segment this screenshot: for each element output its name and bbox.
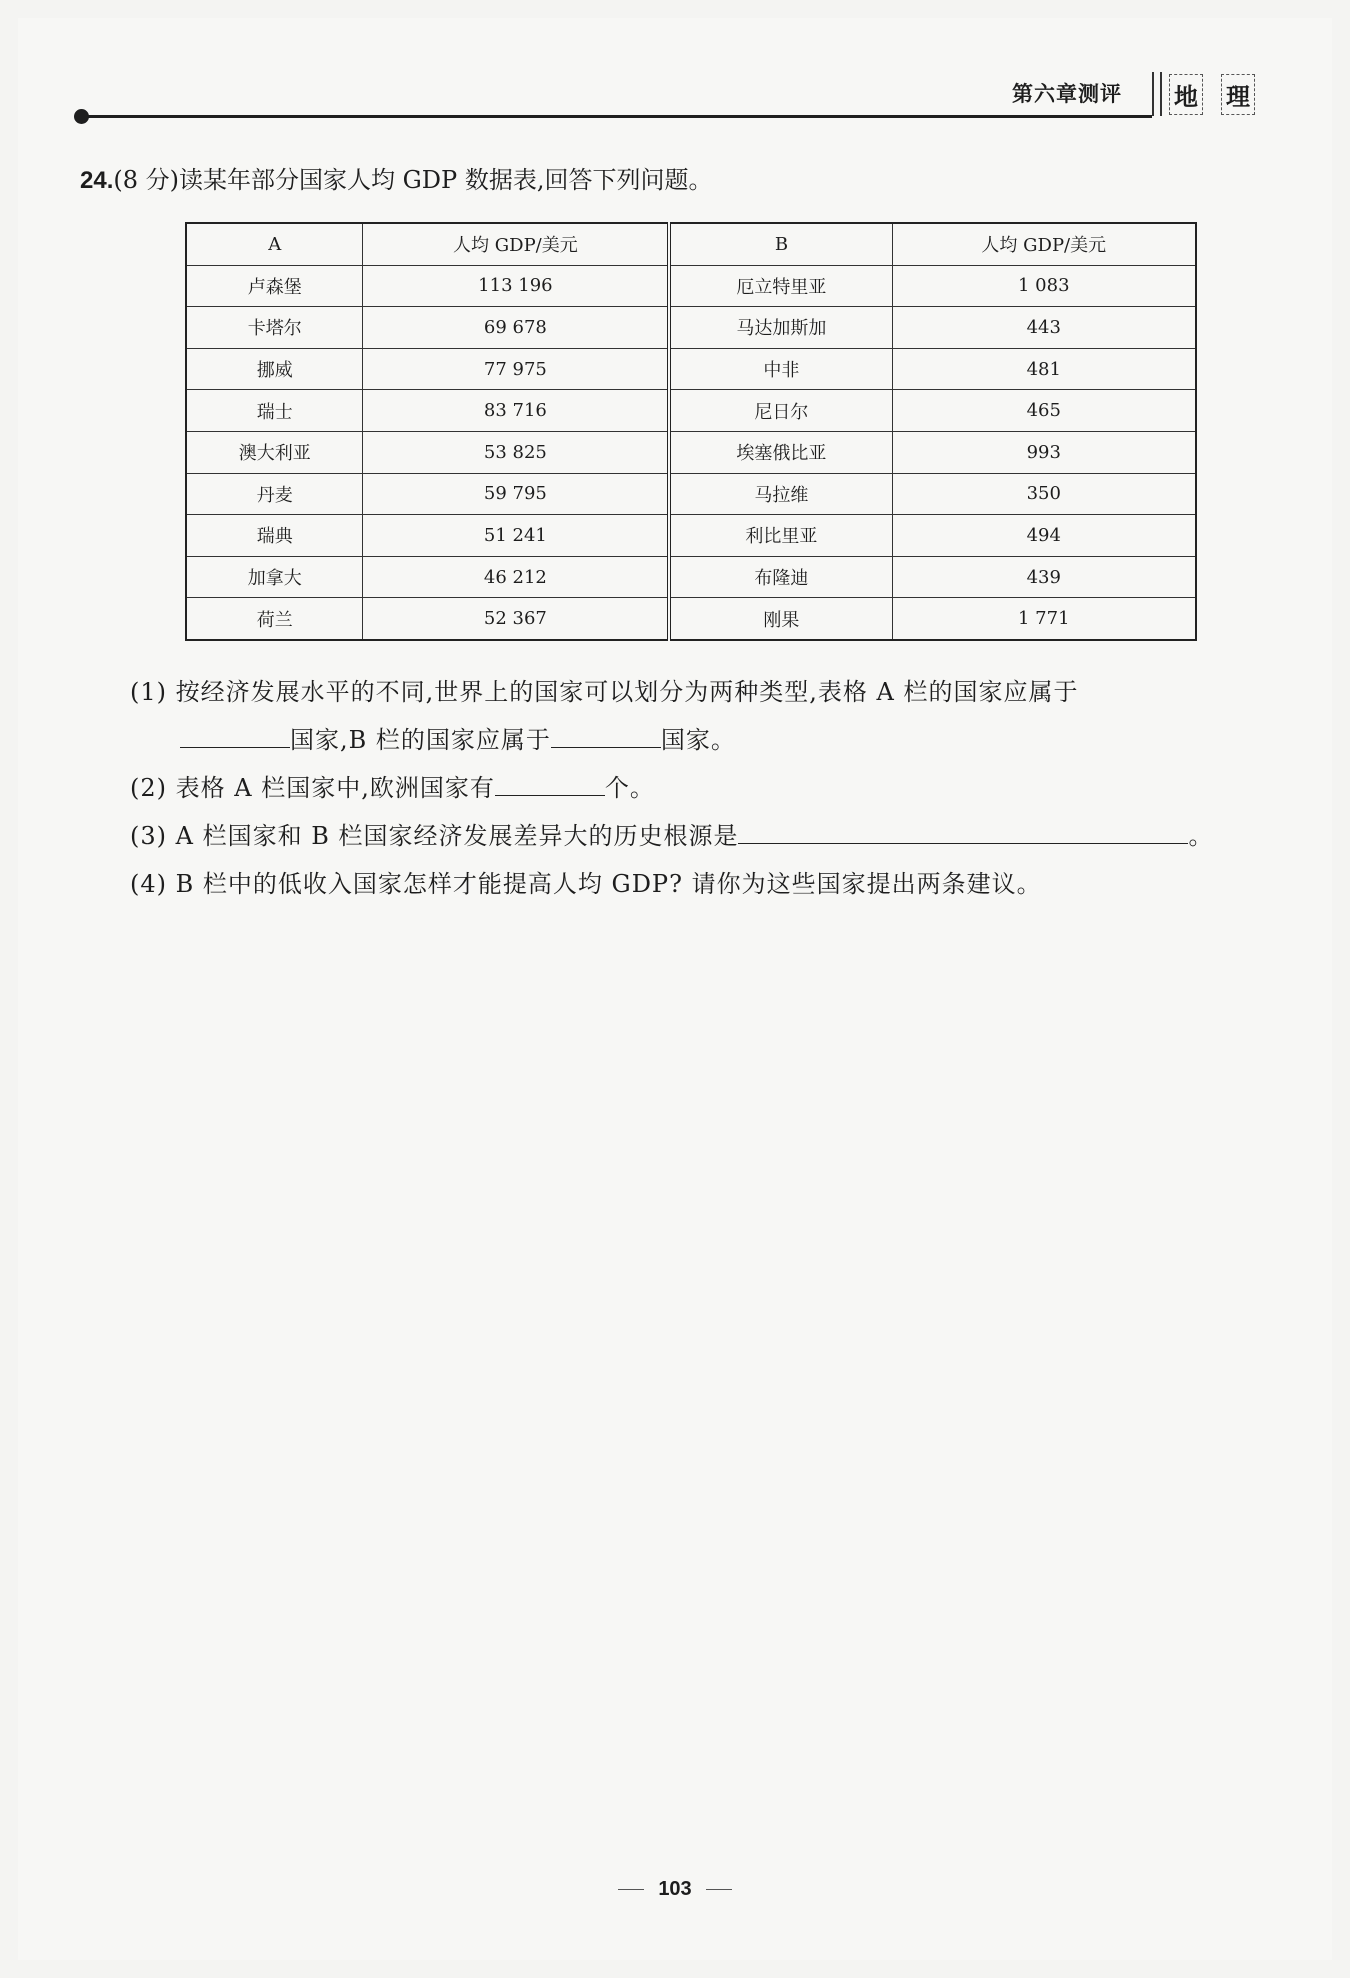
- gdp-value-cell: 350: [892, 473, 1196, 515]
- country-cell: 卡塔尔: [186, 307, 363, 349]
- table-header-cell: 人均 GDP/美元: [892, 223, 1196, 265]
- country-cell: 加拿大: [186, 556, 363, 598]
- table-row: [186, 515, 1196, 557]
- subject-char-1: 地: [1169, 74, 1203, 115]
- table-row: [186, 348, 1196, 390]
- subquestion-2-text-a: (2) 表格 A 栏国家中,欧洲国家有: [130, 774, 495, 802]
- country-cell: 瑞士: [186, 390, 363, 432]
- answer-blank[interactable]: [551, 725, 661, 748]
- gdp-value-cell: 46 212: [363, 556, 669, 598]
- question-number: 24.: [80, 167, 114, 194]
- country-cell: 中非: [669, 348, 892, 390]
- header-rule: [80, 115, 1152, 118]
- table-row: [186, 390, 1196, 432]
- subquestion-3: [130, 816, 1213, 851]
- gdp-table: [185, 222, 1197, 641]
- country-cell: 马拉维: [669, 473, 892, 515]
- footer-dash: [618, 1889, 644, 1890]
- gdp-value-cell: 69 678: [363, 307, 669, 349]
- country-cell: 利比里亚: [669, 515, 892, 557]
- country-cell: 刚果: [669, 598, 892, 640]
- gdp-value-cell: 481: [892, 348, 1196, 390]
- gdp-value-cell: 52 367: [363, 598, 669, 640]
- country-cell: 马达加斯加: [669, 307, 892, 349]
- country-cell: 埃塞俄比亚: [669, 431, 892, 473]
- table-row: [186, 265, 1196, 307]
- gdp-value-cell: 439: [892, 556, 1196, 598]
- table-row: [186, 431, 1196, 473]
- subquestion-1-text-a: 国家,B 栏的国家应属于: [290, 726, 551, 754]
- country-cell: 布隆迪: [669, 556, 892, 598]
- subquestion-2: [130, 768, 655, 803]
- table-header-cell: B: [669, 223, 892, 265]
- table-row: [186, 598, 1196, 640]
- gdp-value-cell: 83 716: [363, 390, 669, 432]
- gdp-value-cell: 113 196: [363, 265, 669, 307]
- footer-dash: [706, 1889, 732, 1890]
- country-cell: 卢森堡: [186, 265, 363, 307]
- chapter-title: 第六章测评: [1012, 82, 1122, 106]
- gdp-value-cell: 1 083: [892, 265, 1196, 307]
- gdp-value-cell: 59 795: [363, 473, 669, 515]
- gdp-value-cell: 443: [892, 307, 1196, 349]
- gdp-value-cell: 1 771: [892, 598, 1196, 640]
- subquestion-3-text-b: 。: [1188, 822, 1214, 850]
- answer-blank[interactable]: [738, 821, 1188, 844]
- subquestion-1-text-b: 国家。: [660, 726, 736, 754]
- question-text: (8 分)读某年部分国家人均 GDP 数据表,回答下列问题。: [113, 166, 713, 194]
- country-cell: 瑞典: [186, 515, 363, 557]
- country-cell: 丹麦: [186, 473, 363, 515]
- subquestion-3-text-a: (3) A 栏国家和 B 栏国家经济发展差异大的历史根源是: [130, 822, 739, 850]
- page-number: 103: [658, 1878, 692, 1900]
- table-row: [186, 556, 1196, 598]
- gdp-value-cell: 494: [892, 515, 1196, 557]
- gdp-value-cell: 993: [892, 431, 1196, 473]
- country-cell: 澳大利亚: [186, 431, 363, 473]
- subquestion-2-text-b: 个。: [604, 774, 655, 802]
- country-cell: 尼日尔: [669, 390, 892, 432]
- subquestion-1-line-1: (1) 按经济发展水平的不同,世界上的国家可以划分为两种类型,表格 A 栏的国家应属于: [130, 678, 1079, 706]
- answer-blank[interactable]: [180, 725, 290, 748]
- gdp-value-cell: 53 825: [363, 431, 669, 473]
- answer-blank[interactable]: [495, 773, 605, 796]
- gdp-value-cell: 77 975: [363, 348, 669, 390]
- subquestion-1-line-2: [180, 720, 736, 755]
- table-header-cell: 人均 GDP/美元: [363, 223, 669, 265]
- country-cell: 厄立特里亚: [669, 265, 892, 307]
- table-row: [186, 473, 1196, 515]
- subject-label: [1160, 72, 1262, 116]
- question-title: [80, 160, 712, 195]
- table-header-cell: A: [186, 223, 363, 265]
- gdp-value-cell: 465: [892, 390, 1196, 432]
- subject-char-2: 理: [1221, 74, 1255, 115]
- table-row: [186, 307, 1196, 349]
- page-footer: [0, 1878, 1350, 1901]
- table-header-row: [186, 223, 1196, 265]
- gdp-value-cell: 51 241: [363, 515, 669, 557]
- country-cell: 荷兰: [186, 598, 363, 640]
- subquestion-4: (4) B 栏中的低收入国家怎样才能提高人均 GDP? 请你为这些国家提出两条建议。: [130, 870, 1042, 898]
- country-cell: 挪威: [186, 348, 363, 390]
